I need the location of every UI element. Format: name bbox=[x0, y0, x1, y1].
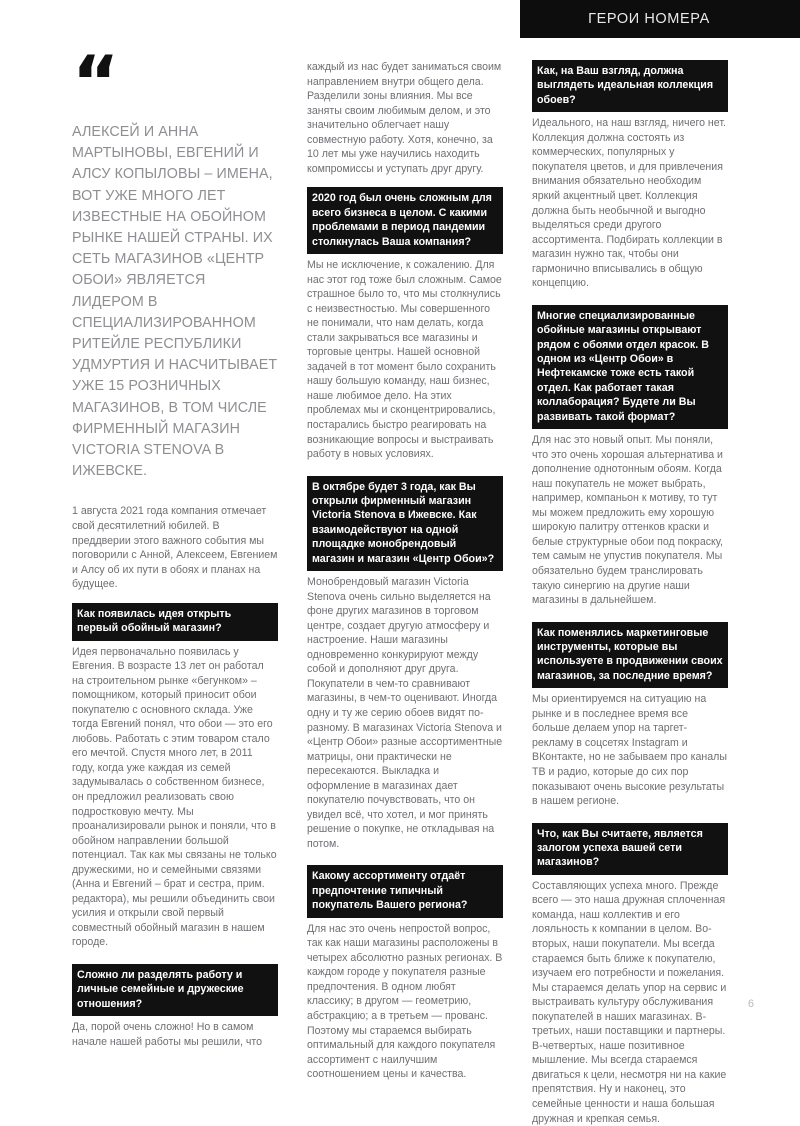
section-kicker: ГЕРОИ НОМЕРА bbox=[588, 11, 710, 27]
answer-mid-3: Для нас это очень непростой вопрос, так как наши магазины расположены в четырех абсолютно разных регионах. В каждом городе у покупателя разные предпочтения. В одном любят классику; в другом — геометрию, абстракцию; а в третьем — прованс. Поэтому мы стараемся выбирать оптимальный для каждого покупателя ассортимент с наилучшим соотношением цены и качества. bbox=[307, 922, 503, 1081]
question-bar-left-1: Как появилась идея открыть первый обойный магазин? bbox=[72, 603, 278, 641]
header-band bbox=[520, 0, 800, 38]
answer-right-3: Мы ориентируемся на ситуацию на рынке и в последнее время все больше делаем упор на таргет-рекламу в соцсетях Instagram и ВКонтакте, но не забываем про каналы ТВ и радио, которые до сих пор показывают очень высокие результаты в нашем регионе. bbox=[532, 693, 727, 808]
question-bar-left-2: Сложно ли разделять работу и личные семейные и дружеские отношения? bbox=[72, 964, 278, 1016]
question-bar-mid-1: 2020 год был очень сложным для всего бизнеса в целом. С какими проблемами в период пандемии столкнулась Ваша компания? bbox=[307, 187, 503, 254]
answer-continuation: каждый из нас будет заниматься своим направлением внутри общего дела. Разделили зоны влияния. Мы все заняты своим любимым делом, и это значительно облегчает нашу совместную работу. Хотя, конечно, за 10 лет мы уже научились находить компромиссы и уступать друг другу. bbox=[307, 61, 502, 175]
intro-paragraph: 1 августа 2021 года компания отмечает свой десятилетний юбилей. В преддверии этого важного события мы поговорили с Анной, Алексеем, Евгением и Алсу об их пути в обоях и планах на будущее. bbox=[72, 505, 278, 591]
quotation-mark-icon: “ bbox=[72, 40, 118, 124]
column-right bbox=[532, 60, 728, 1126]
page-number: 6 bbox=[747, 998, 754, 1010]
question-bar-right-1: Как, на Ваш взгляд, должна выглядеть идеальная коллекция обоев? bbox=[532, 60, 728, 112]
answer-right-4: Составляющих успеха много. Прежде всего — это наша дружная сплоченная команда, наш коллектив и его лояльность к компании в целом. Во-вторых, наши покупатели. Мы всегда стараемся быть ближе к покупателю, изучаем его потребности и пожелания. Мы стараемся делать упор на сервис и выстраивать культуру обслуживания покупателей в наших магазинах. В-третьих, наши поставщики и партнеры. В-четвертых, наше позитивное мышление. Мы всегда стараемся двигаться к цели, несмотря ни на какие препятствия. Ну и наконец, это семейные ценности и наша большая дружная и крепкая семья. bbox=[532, 879, 727, 1125]
question-bar-right-3: Как поменялись маркетинговые инструменты, которые вы используете в продвижении своих магазинов, за последние время? bbox=[532, 622, 728, 689]
answer-mid-2: Монобрендовый магазин Victoria Stenova очень сильно выделяется на фоне других магазинов в торговом центре, создает другую атмосферу и настроение. Наши магазины одновременно конкурируют между собой и дополняют друг друга. Покупатели в чем-то сравнивают магазины, в чем-то оценивают. Иногда одну и ту же серию обоев видят по-разному. В магазинах Victoria Stenova и «Центр Обои» разные ассортиментные матрицы, они практически не пересекаются. Выкладка и оформление в магазинах дает покупателю почувствовать, что он увидел всё, что хотел, и мог принять решение о покупке, не откладывая на потом. bbox=[307, 576, 503, 850]
question-bar-right-2: Многие специализированные обойные магазины открывают рядом с обоями отдел красок. В одном из «Центр Обои» в Нефтекамске тоже есть такой отдел. Как работает такая коллаборация? Будете ли Вы развивать такой формат? bbox=[532, 305, 728, 429]
question-bar-right-4: Что, как Вы считаете, является залогом успеха вашей сети магазинов? bbox=[532, 823, 728, 875]
answer-left-2: Да, порой очень сложно! Но в самом начале нашей работы мы решили, что bbox=[72, 1021, 263, 1048]
answer-left-1: Идея первоначально появилась у Евгения. В возрасте 13 лет он работал на строительном рынке «бегунком» – помощником, который приносит обои покупателю с основного склада. Уже тогда Евгений понял, что обои — это его любовь. Работать с этим товаром стало его мечтой. Спустя много лет, в 2011 году, когда уже каждая из семей задумывалась о собственном бизнесе, он предложил реализовать свою подростковую мечту. Мы проанализировали рынок и поняли, что в обойном направлении большой потенциал. Так как мы связаны не только дружескими, но и семейными связями (Анна и Евгений – брат и сестра, прим. редактора), мы решили объединить свои усилия и открыли свой первый совместный обойный магазин в нашем городе. bbox=[72, 645, 277, 949]
question-bar-mid-2: В октябре будет 3 года, как Вы открыли фирменный магазин Victoria Stenova в Ижевске. Как взаимодействуют на одной площадке монобрендовый магазин и магазин «Центр Обои»? bbox=[307, 476, 503, 571]
answer-right-2: Для нас это новый опыт. Мы поняли, что это очень хорошая альтернатива и дополнение однотонным обоям. Когда наш покупатель не может выбрать, например, компаньон к мотиву, то тут мы можем предложить ему хорошую широкую палитру оттенков краски и белые структурные обои под покраску, тем самым не упустив покупателя. Мы обязательно будем транслировать такую синергию на другие наши магазины в дальнейшем. bbox=[532, 434, 723, 607]
answer-right-1: Идеального, на наш взгляд, ничего нет. Коллекция должна состоять из коммерческих, популярных у покупателя цветов, и для привлечения внимания обязательно необходим яркий акцентный цвет. Коллекция должна быть необычной и выгодно выделяться среди другого ассортимента. Подбирать коллекции в магазин нужно так, чтобы они гармонично вписывались в общую концепцию. bbox=[532, 117, 726, 290]
question-bar-mid-3: Какому ассортименту отдаёт предпочтение типичный покупатель Вашего региона? bbox=[307, 865, 503, 917]
column-left bbox=[72, 40, 278, 1049]
column-middle bbox=[307, 60, 503, 1082]
lead-paragraph: АЛЕКСЕЙ И АННА МАРТЫНОВЫ, ЕВГЕНИЙ И АЛСУ КОПЫЛОВЫ – ИМЕНА, ВОТ УЖЕ МНОГО ЛЕТ ИЗВЕСТНЫЕ НА ОБОЙНОМ РЫНКЕ НАШЕЙ СТРАНЫ. ИХ СЕТЬ МАГАЗИНОВ «ЦЕНТР ОБОИ» ЯВЛЯЕТСЯ ЛИДЕРОМ В СПЕЦИАЛИЗИРОВАННОМ РИТЕЙЛЕ РЕСПУБЛИКИ УДМУРТИЯ И НАСЧИТЫВАЕТ УЖЕ 15 РОЗНИЧНЫХ МАГАЗИНОВ, В ТОМ ЧИСЛЕ ФИРМЕННЫЙ МАГАЗИН VICTORIA STENOVA В ИЖЕВСКЕ. bbox=[72, 124, 278, 480]
answer-mid-1: Мы не исключение, к сожалению. Для нас этот год тоже был сложным. Самое страшное было то, что мы столкнулись с неизвестностью. Мы совершенного не понимали, что нам делать, когда стали закрываться все магазины и торговые центры. Нашей основной задачей в тот момент было сохранить нашу большую команду, наш бизнес, наше любимое дело. На этих проблемах мы и сконцентрировались, постарались быстро реагировать на возникающие вопросы и выстраивать работу в новых условиях. bbox=[307, 259, 502, 461]
